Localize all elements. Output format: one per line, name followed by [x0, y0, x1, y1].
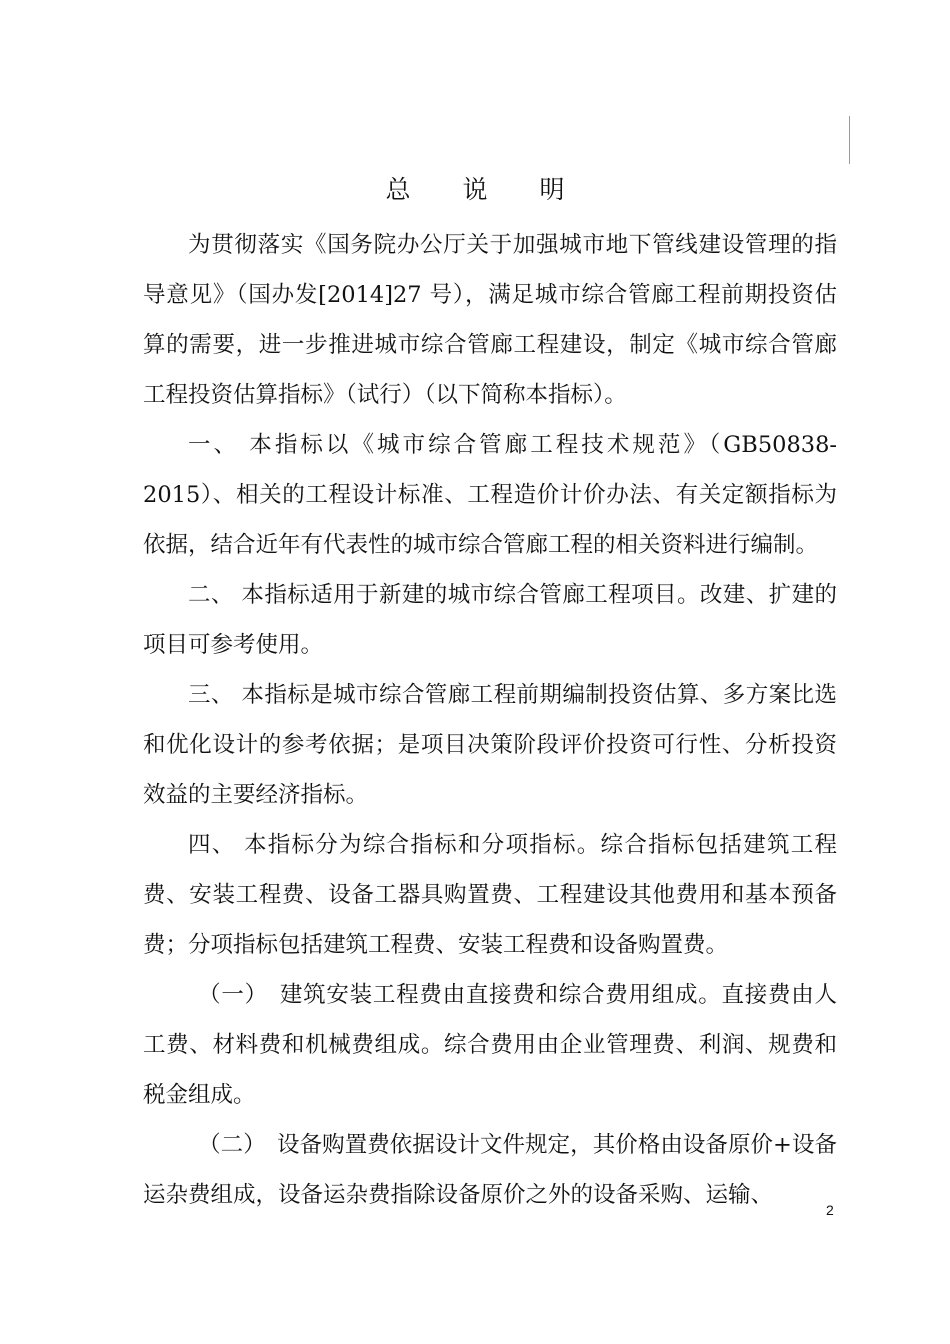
paragraph-sub-item-2: （二） 设备购置费依据设计文件规定，其价格由设备原价+设备运杂费组成，设备运杂费指除设备原价之外的设备采购、运输、 — [143, 1132, 837, 1208]
paragraph-item-3: 三、 本指标是城市综合管廊工程前期编制投资估算、多方案比选和优化设计的参考依据；是项目决策阶段评价投资可行性、分析投资效益的主要经济指标。 — [143, 682, 837, 808]
paragraph-item-1: 一、 本指标以《城市综合管廊工程技术规范》（GB50838-2015）、相关的工程设计标准、工程造价计价办法、有关定额指标为依据，结合近年有代表性的城市综合管廊工程的相关资料进行编制。 — [143, 432, 837, 558]
document-body — [143, 220, 837, 1220]
page-number: 2 — [826, 1202, 834, 1218]
page-title: 总 说 明 — [385, 175, 587, 204]
margin-rule — [849, 116, 850, 164]
paragraph-intro: 为贯彻落实《国务院办公厅关于加强城市地下管线建设管理的指导意见》（国办发[2014]27 号），满足城市综合管廊工程前期投资估算的需要，进一步推进城市综合管廊工程建设，制定《城市综合管廊工程投资估算指标》（试行）（以下简称本指标）。 — [143, 232, 837, 408]
paragraph-sub-item-1: （一） 建筑安装工程费由直接费和综合费用组成。直接费由人工费、材料费和机械费组成。综合费用由企业管理费、利润、规费和税金组成。 — [143, 982, 837, 1108]
paragraph-item-4: 四、 本指标分为综合指标和分项指标。综合指标包括建筑工程费、安装工程费、设备工器具购置费、工程建设其他费用和基本预备费；分项指标包括建筑工程费、安装工程费和设备购置费。 — [143, 832, 837, 958]
paragraph-item-2: 二、 本指标适用于新建的城市综合管廊工程项目。改建、扩建的项目可参考使用。 — [143, 582, 837, 658]
